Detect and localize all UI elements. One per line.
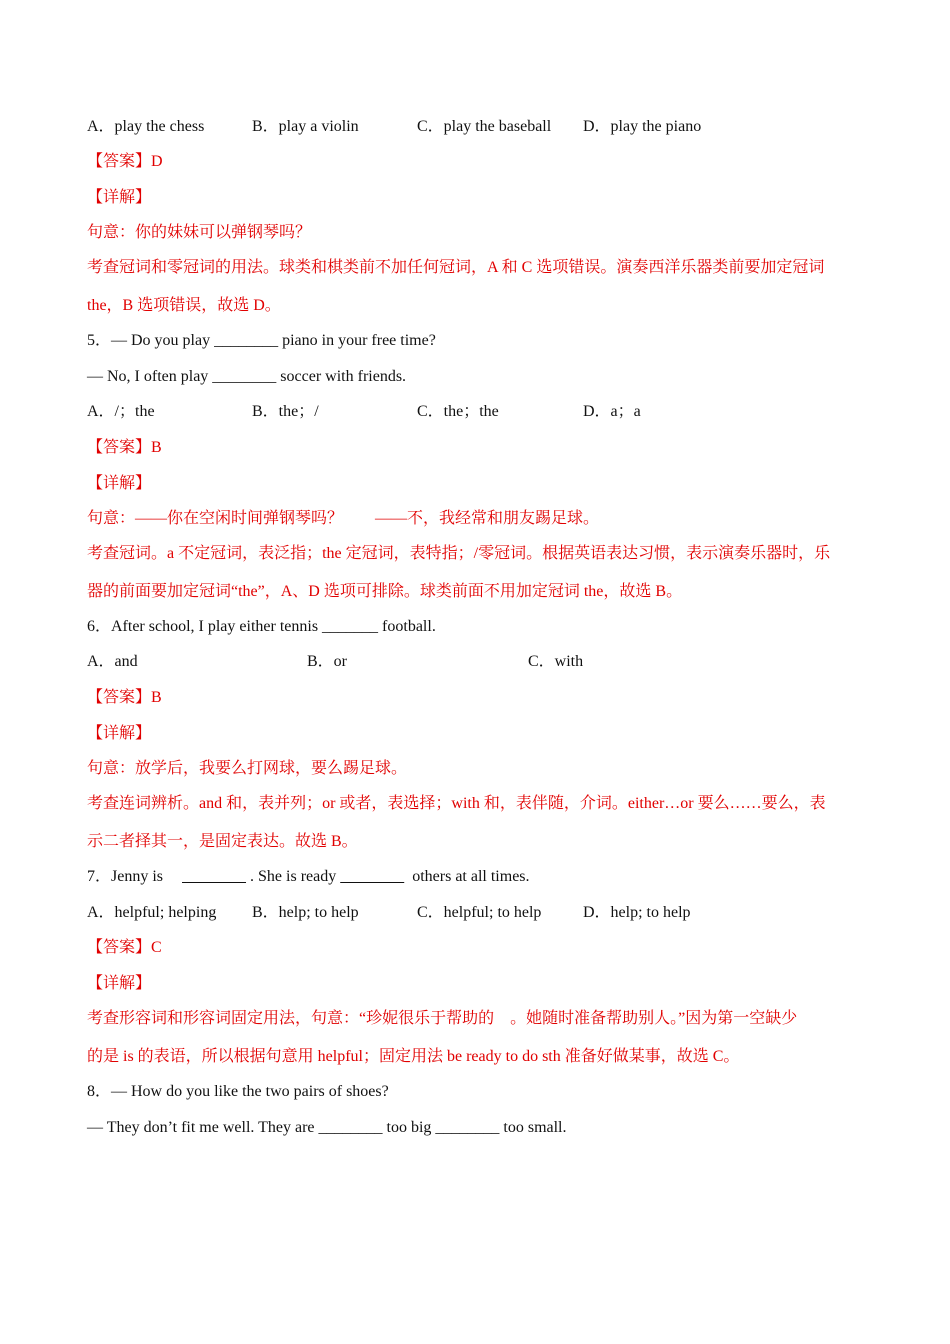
q6-option-a: A．and xyxy=(87,653,138,670)
q5-meaning: 句意：——你在空闲时间弹钢琴吗？ ——不，我经常和朋友踢足球。 xyxy=(87,510,600,527)
q4-option-b: B．play a violin xyxy=(252,118,359,135)
q4-detail-heading: 【详解】 xyxy=(87,189,152,206)
q6-meaning: 句意：放学后，我要么打网球，要么踢足球。 xyxy=(87,760,408,777)
q4-analysis-line-1: 考查冠词和零冠词的用法。球类和棋类前不加任何冠词，A 和 C 选项错误。演奏西洋乐器类前要加定冠词 xyxy=(87,259,825,276)
q6-answer: 【答案】B xyxy=(87,689,162,706)
q5-detail-heading: 【详解】 xyxy=(87,475,152,492)
q6-analysis-line-2: 示二者择其一，是固定表达。故选 B。 xyxy=(87,833,358,850)
q5-option-b: B．the；/ xyxy=(252,403,319,420)
q7-stem-part-3: others at all times. xyxy=(412,868,530,885)
q8-stem-line-1: 8．— How do you like the two pairs of shoes? xyxy=(87,1083,389,1100)
q6-analysis-line-1: 考查连词辨析。and 和，表并列；or 或者，表选择；with 和，表伴随，介词。either…or 要么……要么，表 xyxy=(87,795,826,812)
q5-option-a: A．/；the xyxy=(87,403,155,420)
q4-answer: 【答案】D xyxy=(87,153,163,170)
q7-option-d: D．help; to help xyxy=(583,904,691,921)
q5-analysis-line-2: 器的前面要加定冠词“the”，A、D 选项可排除。球类前面不用加定冠词 the，故选 B。 xyxy=(87,583,683,600)
q7-option-a: A．helpful; helping xyxy=(87,904,217,921)
q7-option-b: B．help; to help xyxy=(252,904,359,921)
q5-analysis-line-1: 考查冠词。a 不定冠词，表泛指；the 定冠词，表特指；/零冠词。根据英语表达习惯，表示演奏乐器时，乐 xyxy=(87,545,831,562)
q5-option-d: D．a；a xyxy=(583,403,641,420)
q5-stem-line-1: 5．— Do you play ________ piano in your free time? xyxy=(87,332,436,349)
q5-answer: 【答案】B xyxy=(87,439,162,456)
q7-stem-part-2: . She is ready xyxy=(250,868,337,885)
q5-stem-line-2: — No, I often play ________ soccer with friends. xyxy=(87,368,407,385)
q8-stem-line-2: — They don’t fit me well. They are ________ too big ________ too small. xyxy=(87,1119,567,1136)
q7-option-c: C．helpful; to help xyxy=(417,904,542,921)
q6-detail-heading: 【详解】 xyxy=(87,725,152,742)
q7-blank-1 xyxy=(182,868,246,885)
q6-stem: 6．After school, I play either tennis _______ football. xyxy=(87,618,436,635)
q7-detail-heading: 【详解】 xyxy=(87,975,152,992)
q4-option-a: A．play the chess xyxy=(87,118,205,135)
q4-meaning: 句意：你的妹妹可以弹钢琴吗？ xyxy=(87,224,312,241)
q7-analysis-line-1: 考查形容词和形容词固定用法，句意：“珍妮很乐于帮助的 。她随时准备帮助别人。”因为第一空缺少 xyxy=(87,1010,798,1027)
q6-option-b: B．or xyxy=(307,653,348,670)
q4-option-c: C．play the baseball xyxy=(417,118,552,135)
q7-answer: 【答案】C xyxy=(87,939,162,956)
q7-blank-2 xyxy=(340,868,404,885)
q6-option-c: C．with xyxy=(528,653,584,670)
q4-option-d: D．play the piano xyxy=(583,118,702,135)
q4-analysis-line-2: the，B 选项错误，故选 D。 xyxy=(87,297,281,314)
q7-stem-part-1: 7．Jenny is xyxy=(87,868,164,885)
q7-analysis-line-2: 的是 is 的表语，所以根据句意用 helpful；固定用法 be ready to do sth 准备好做某事，故选 C。 xyxy=(87,1048,740,1065)
q7-stem xyxy=(87,867,530,887)
q5-option-c: C．the；the xyxy=(417,403,499,420)
